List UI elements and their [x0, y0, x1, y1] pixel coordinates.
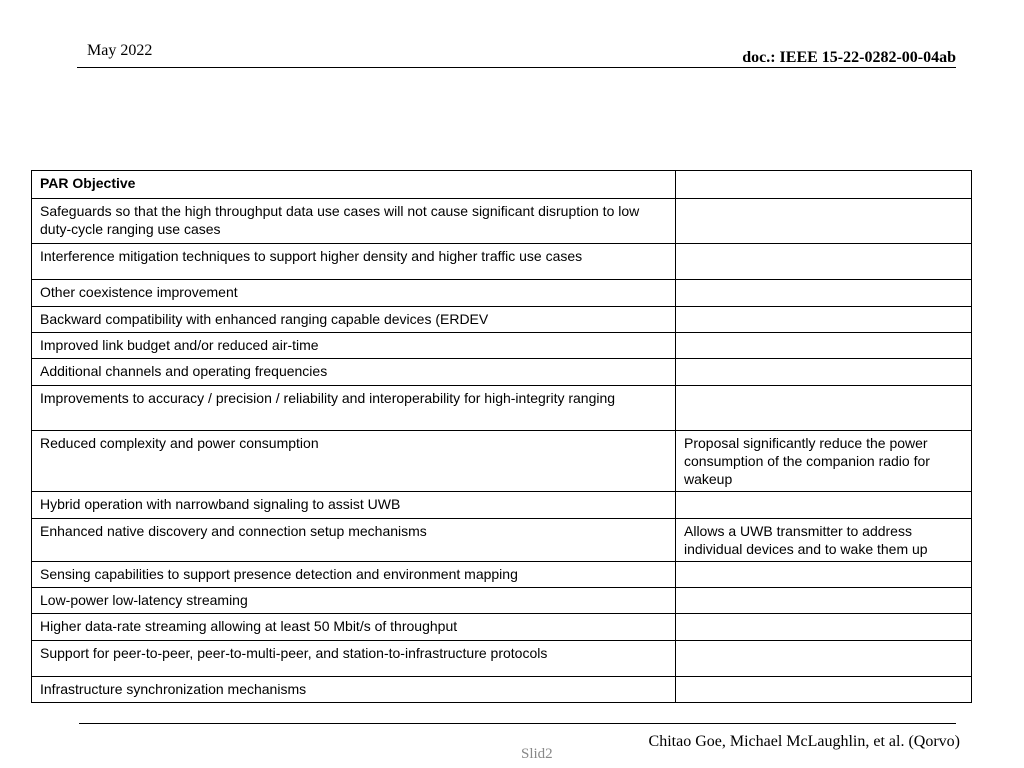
header-document-id: doc.: IEEE 15-22-0282-00-04ab — [742, 49, 956, 66]
table-row — [32, 641, 972, 677]
note-cell — [676, 641, 972, 677]
note-cell — [676, 562, 972, 588]
table-row — [32, 519, 972, 562]
objective-cell: Backward compatibility with enhanced ranging capable devices (ERDEV — [32, 307, 676, 333]
note-cell — [676, 492, 972, 519]
note-cell — [676, 386, 972, 431]
note-cell — [676, 307, 972, 333]
objective-cell: Low-power low-latency streaming — [32, 588, 676, 614]
footer-divider — [79, 723, 956, 724]
table-header-notes — [676, 171, 972, 199]
table-row — [32, 562, 972, 588]
note-cell — [676, 588, 972, 614]
table-row — [32, 431, 972, 492]
footer-authors: Chitao Goe, Michael McLaughlin, et al. (Qorvo) — [648, 733, 960, 750]
objective-cell: Higher data-rate streaming allowing at least 50 Mbit/s of throughput — [32, 614, 676, 641]
header-date: May 2022 — [87, 42, 153, 59]
note-cell — [676, 359, 972, 386]
table-row — [32, 333, 972, 359]
objective-cell: Hybrid operation with narrowband signaling to assist UWB — [32, 492, 676, 519]
table-row — [32, 307, 972, 333]
table-row — [32, 588, 972, 614]
table-header-objective: PAR Objective — [32, 171, 676, 199]
note-cell — [676, 280, 972, 307]
objective-cell: Safeguards so that the high throughput data use cases will not cause significant disruption to low duty-cycle ranging use cases — [32, 199, 676, 244]
note-cell — [676, 244, 972, 280]
note-cell: Allows a UWB transmitter to address individual devices and to wake them up — [676, 519, 972, 562]
table-row — [32, 199, 972, 244]
objective-cell: Support for peer-to-peer, peer-to-multi-peer, and station-to-infrastructure protocols — [32, 641, 676, 677]
note-cell: Proposal significantly reduce the power consumption of the companion radio for wakeup — [676, 431, 972, 492]
objective-cell: Interference mitigation techniques to support higher density and higher traffic use cases — [32, 244, 676, 280]
objective-cell: Enhanced native discovery and connection setup mechanisms — [32, 519, 676, 562]
slide-number: Slid2 — [521, 746, 553, 762]
table-row — [32, 280, 972, 307]
objective-cell: Improved link budget and/or reduced air-time — [32, 333, 676, 359]
table-row — [32, 359, 972, 386]
objective-cell: Reduced complexity and power consumption — [32, 431, 676, 492]
objective-cell: Improvements to accuracy / precision / reliability and interoperability for high-integrity ranging — [32, 386, 676, 431]
table-row — [32, 492, 972, 519]
note-cell — [676, 199, 972, 244]
objective-cell: Additional channels and operating frequencies — [32, 359, 676, 386]
header-divider — [77, 67, 956, 68]
table-row — [32, 244, 972, 280]
table-row — [32, 386, 972, 431]
table-row — [32, 677, 972, 703]
objective-cell: Infrastructure synchronization mechanisms — [32, 677, 676, 703]
table-row — [32, 614, 972, 641]
par-objectives-table — [31, 170, 972, 703]
objective-cell: Other coexistence improvement — [32, 280, 676, 307]
table-header-row — [32, 171, 972, 199]
note-cell — [676, 333, 972, 359]
note-cell — [676, 677, 972, 703]
objective-cell: Sensing capabilities to support presence detection and environment mapping — [32, 562, 676, 588]
note-cell — [676, 614, 972, 641]
